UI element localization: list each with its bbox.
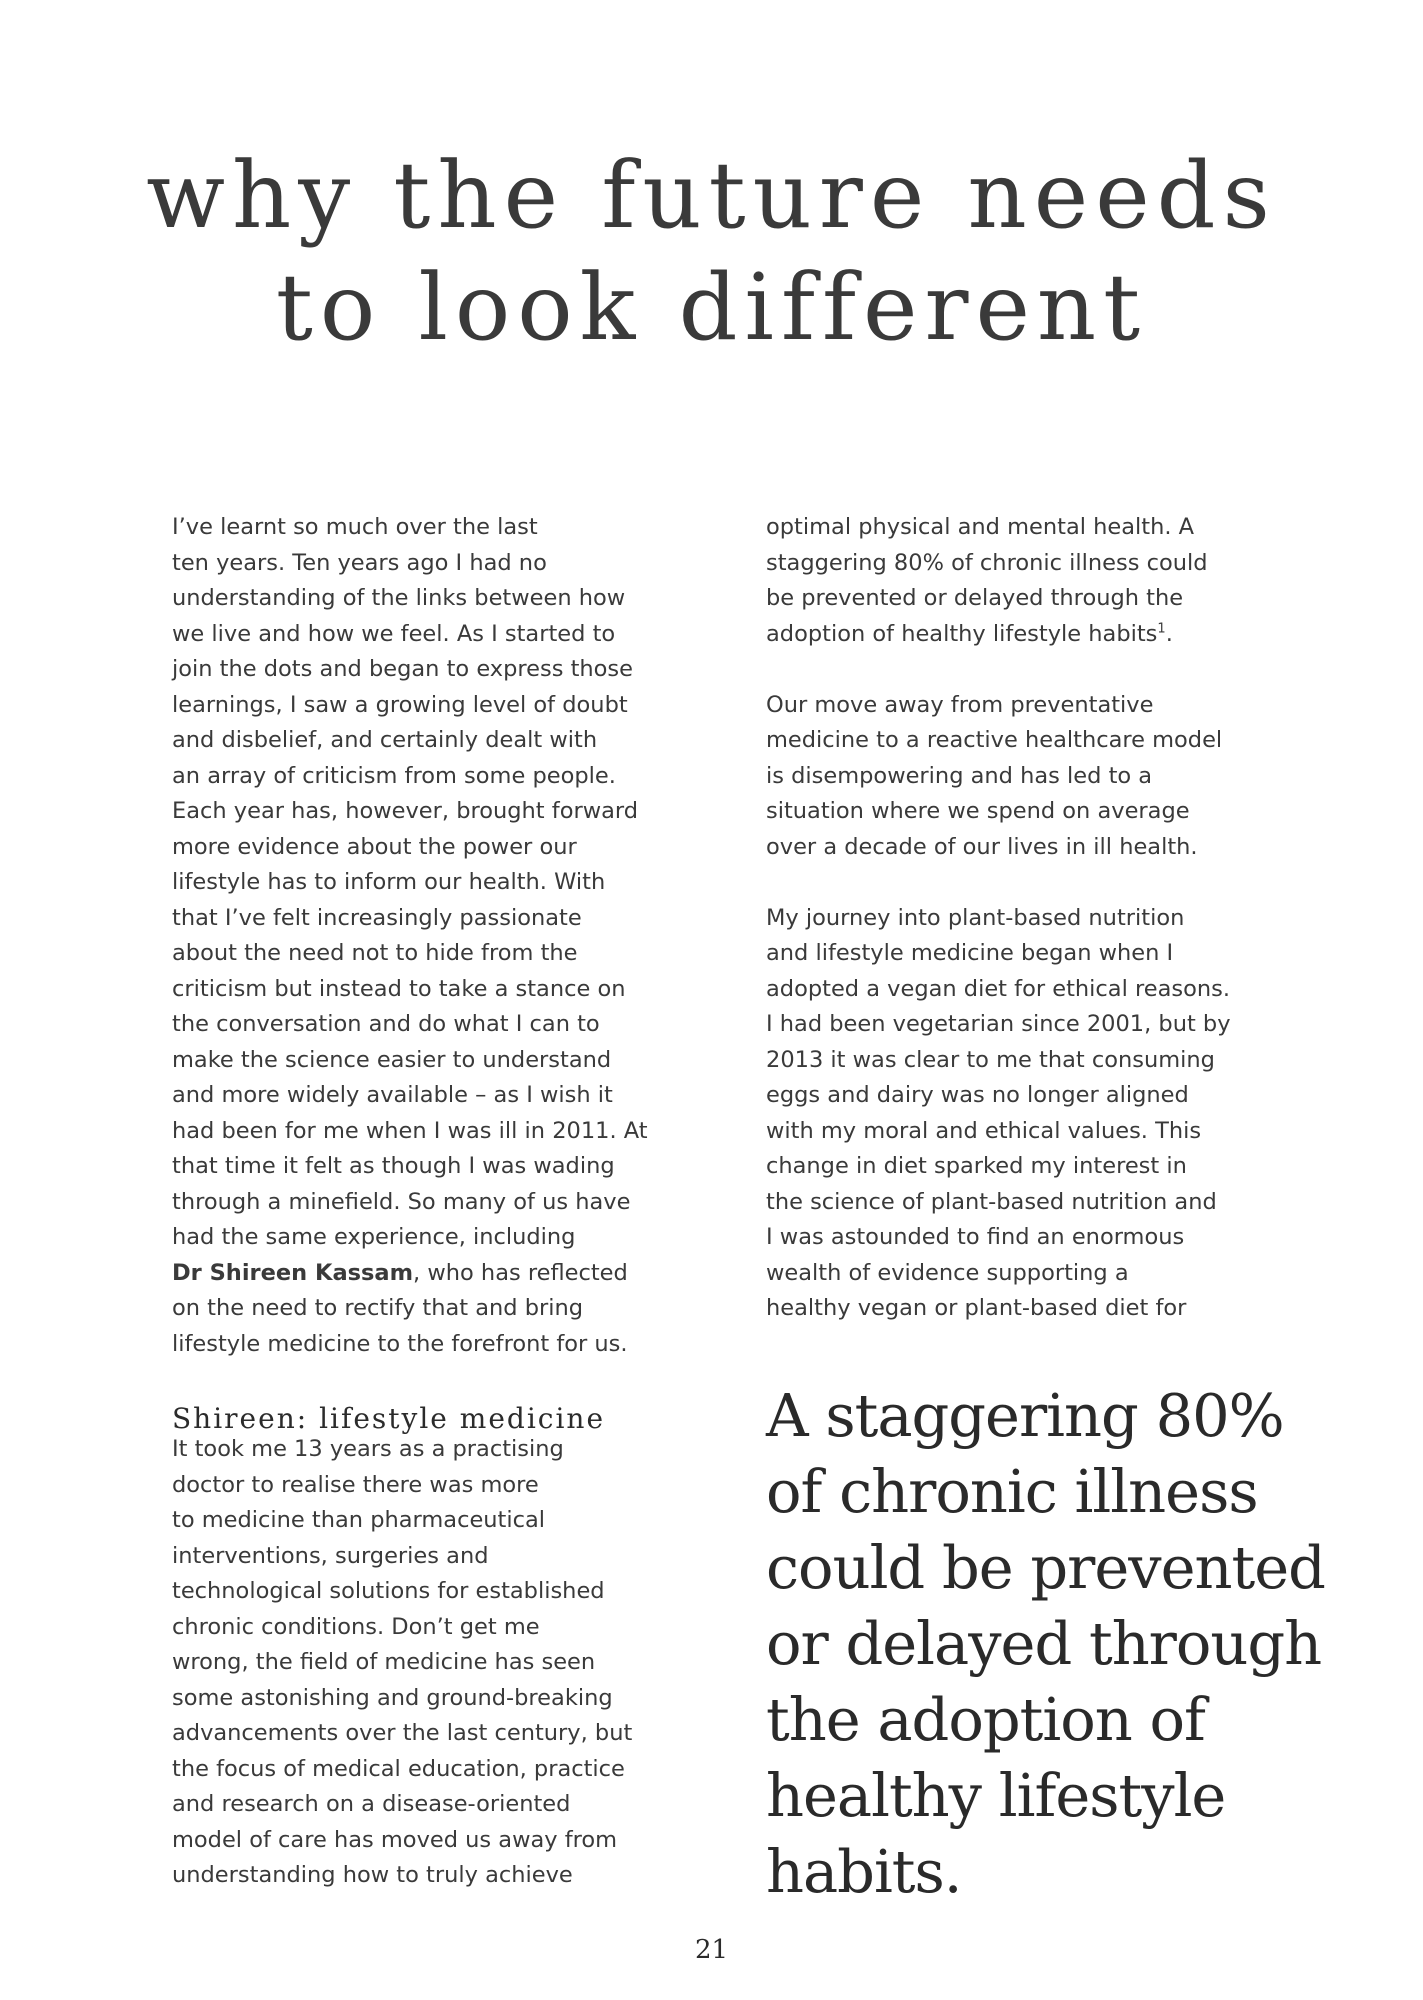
text-line: about the need not to hide from the	[172, 940, 578, 966]
text-line: the conversation and do what I can to	[172, 1011, 600, 1037]
text-line: technological solutions for established	[172, 1578, 605, 1604]
text-line	[766, 617, 1326, 653]
text-line: and disbelief, and certainly dealt with	[172, 727, 598, 753]
title-line-2: to look different	[275, 254, 1148, 361]
text-line: understanding how to truly achieve	[172, 1862, 573, 1888]
text-line: criticism but instead to take a stance on	[172, 975, 626, 1002]
text-line: that I’ve felt increasingly passionate	[172, 904, 582, 931]
text-line: join the dots and began to express those	[172, 656, 633, 682]
text-line: that time it felt as though I was wading	[172, 1153, 615, 1179]
intro-paragraph	[172, 510, 732, 1362]
text-line: over a decade of our lives in ill health.	[766, 833, 1198, 860]
text-line: healthy vegan or plant-based diet for	[766, 1295, 1187, 1321]
text-line: advancements over the last century, but	[172, 1720, 633, 1746]
text-line: I had been vegetarian since 2001, but by	[766, 1011, 1231, 1037]
text-line: wealth of evidence supporting a	[766, 1259, 1129, 1286]
text-line: model of care has moved us away from	[172, 1826, 618, 1853]
text-line: more evidence about the power our	[172, 833, 577, 860]
footnote-marker: 1	[1157, 621, 1166, 636]
text-line: the focus of medical education, practice	[172, 1755, 625, 1782]
text-line: ten years. Ten years ago I had no	[172, 549, 547, 576]
text-line: wrong, the field of medicine has seen	[172, 1649, 596, 1675]
text-line: lifestyle has to inform our health. With	[172, 869, 606, 895]
author-name: Dr Shireen Kassam	[172, 1259, 414, 1286]
text-line: had the same experience, including	[172, 1224, 576, 1250]
text-fragment: adoption of healthy lifestyle habits	[766, 620, 1158, 647]
left-column	[172, 510, 732, 1894]
text-line: Each year has, however, brought forward	[172, 798, 639, 824]
pull-quote-line: A staggering 80%	[766, 1381, 1284, 1450]
page-title	[0, 140, 1423, 364]
title-line-1: why the future needs	[146, 142, 1277, 249]
text-line: be prevented or delayed through the	[766, 585, 1184, 611]
text-line: 2013 it was clear to me that consuming	[766, 1046, 1215, 1073]
section-paragraph	[172, 1432, 732, 1894]
text-line: on the need to rectify that and bring	[172, 1295, 584, 1321]
pull-quote-line: healthy lifestyle	[766, 1761, 1226, 1830]
text-line: we live and how we feel. As I started to	[172, 620, 616, 647]
pull-quote-line: could be prevented	[766, 1533, 1325, 1602]
text-line: lifestyle medicine to the forefront for us.	[172, 1330, 628, 1357]
text-line: understanding of the links between how	[172, 585, 626, 611]
text-line: I was astounded to find an enormous	[766, 1224, 1185, 1250]
pull-quote	[766, 1378, 1366, 1910]
text-line: medicine to a reactive healthcare model	[766, 727, 1223, 753]
text-line: make the science easier to understand	[172, 1046, 612, 1073]
text-line: an array of criticism from some people.	[172, 762, 616, 789]
text-line: with my moral and ethical values. This	[766, 1117, 1202, 1144]
text-line: doctor to realise there was more	[172, 1471, 539, 1498]
text-line: and lifestyle medicine began when I	[766, 940, 1174, 966]
text-line: optimal physical and mental health. A	[766, 514, 1195, 540]
text-line: chronic conditions. Don’t get me	[172, 1613, 540, 1640]
pull-quote-line: or delayed through	[766, 1609, 1322, 1678]
text-line: to medicine than pharmaceutical	[172, 1507, 546, 1533]
text-line: I’ve learnt so much over the last	[172, 514, 538, 540]
text-line: Our move away from preventative	[766, 691, 1154, 718]
text-line: change in diet sparked my interest in	[766, 1153, 1187, 1179]
text-line: eggs and dairy was no longer aligned	[766, 1082, 1189, 1108]
paragraph-journey	[766, 901, 1326, 1327]
pull-quote-line: of chronic illness	[766, 1457, 1258, 1526]
text-line: some astonishing and ground-breaking	[172, 1684, 613, 1711]
pull-quote-line: habits.	[766, 1837, 962, 1906]
pull-quote-line: the adoption of	[766, 1685, 1205, 1754]
text-line: staggering 80% of chronic illness could	[766, 549, 1208, 576]
text-line: through a minefield. So many of us have	[172, 1188, 631, 1215]
text-line: adopted a vegan diet for ethical reasons.	[766, 975, 1230, 1002]
page-number: 21	[694, 1935, 729, 1965]
right-column	[766, 510, 1326, 1327]
author-name-suffix: , who has reflected	[413, 1259, 628, 1286]
text-line	[172, 1256, 732, 1292]
text-fragment: .	[1165, 620, 1173, 647]
paragraph-health	[766, 510, 1326, 652]
text-line: and research on a disease-oriented	[172, 1791, 571, 1817]
text-line: It took me 13 years as a practising	[172, 1436, 564, 1462]
text-line: and more widely available – as I wish it	[172, 1082, 613, 1108]
text-line: My journey into plant-based nutrition	[766, 904, 1185, 931]
text-line: is disempowering and has led to a	[766, 762, 1153, 789]
text-line: the science of plant-based nutrition and	[766, 1188, 1217, 1215]
text-line: learnings, I saw a growing level of doubt	[172, 691, 628, 718]
text-line: had been for me when I was ill in 2011. At	[172, 1117, 648, 1144]
text-line: interventions, surgeries and	[172, 1542, 489, 1569]
section-subheading: Shireen: lifestyle medicine	[172, 1402, 606, 1435]
paragraph-preventative	[766, 688, 1326, 866]
text-line: situation where we spend on average	[766, 798, 1190, 824]
